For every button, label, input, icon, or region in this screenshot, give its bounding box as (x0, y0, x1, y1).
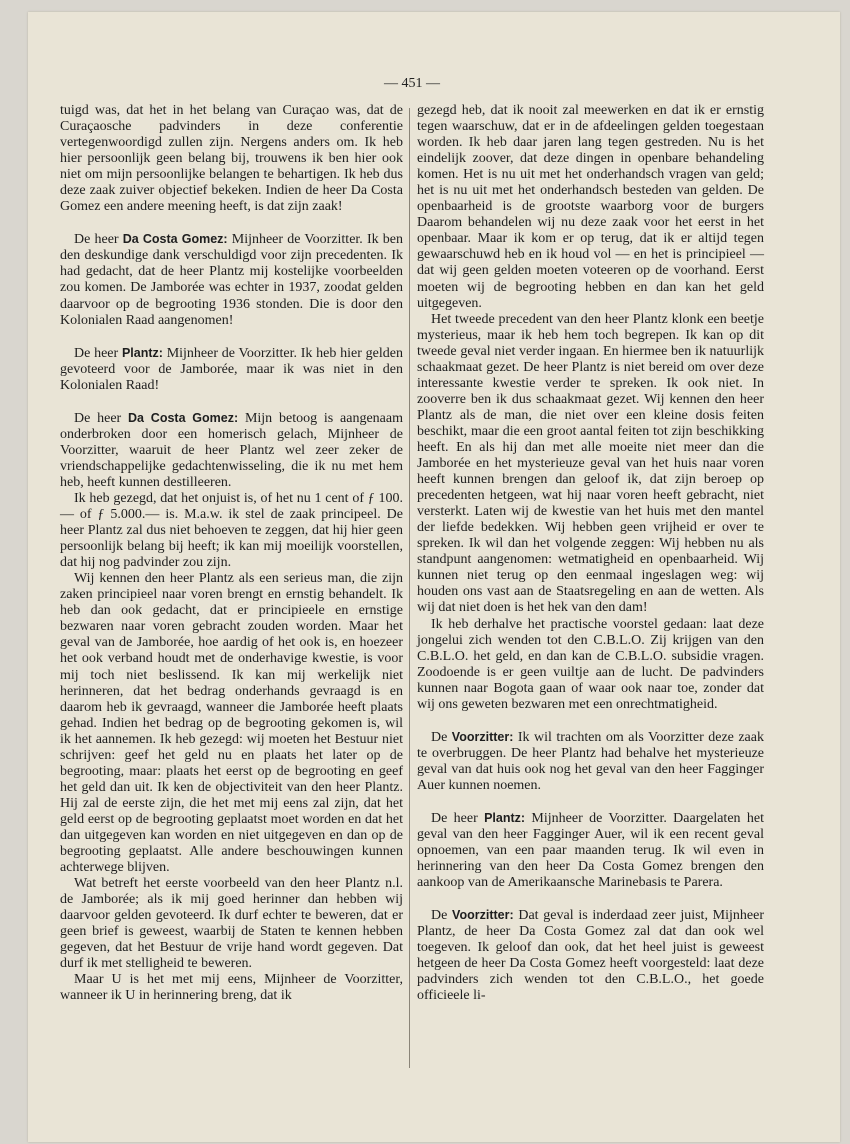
speaker-prefix: De heer (74, 232, 123, 248)
speaker-prefix: De (431, 908, 453, 924)
paragraph (417, 617, 764, 713)
paragraph-text: gezegd heb, dat ik nooit zal meewerken en dat ik er ernstig tegen waarschuw, dat er in de afdeelingen gelden toegestaan worden. Ik heb daar jaren lang tegen gestreden. Nu is het eindelijk zoover, dat deze dingen in openbare behandeling komen. Het is nu uit met het onderhandsch vragen van geld; het is nu uit met het onderhandsch besteden van gelden. De openbaarheid is de grootste waarborg voor de burgers Daarom behandelen wij nu deze zaak voor het eerst in het openbaar. Maar ik kom er op terug, dat ik er altijd tegen gewaarschuwd heb en ik houd vol — en het is principieel — dat wij geen gelden moeten voteeren op de voorhand. Eerst moeten wij de begrooting hebben en dan kan het geld uitgegeven. (417, 103, 764, 311)
paragraph (60, 345, 403, 394)
paragraph-text: Dat geval is inderdaad zeer juist, Mijnheer Plantz, de heer Da Costa Gomez zal dat dan ook wel toegeven. Ik geloof dan ook, dat het heel juist is geweest hetgeen de heer Da Costa Gomez heeft voorgesteld: laat deze padvinders zich wenden tot den C.B.L.O., het goede officieele li- (417, 908, 764, 1004)
speaker-name: Plantz: (484, 810, 526, 825)
speaker-name: Da Costa Gomez: (122, 232, 228, 247)
speaker-name: Da Costa Gomez: (128, 410, 239, 425)
paragraph-text: Mijnheer de Voorzitter. Daargelaten het geval van den heer Fagginger Auer, wil ik een recent geval opnoemen, van een paar maanden terug. Ik wil even in herinnering van den heer Da Costa Gomez brengen den aankoop van de Amerikaansche Marinebasis te Parera. (417, 810, 764, 891)
right-column (417, 103, 764, 1004)
paragraph-text: Wat betreft het eerste voorbeeld van den heer Plantz n.l. de Jamborée; als ik mij goed herinner dan hebben wij daarvoor gelden gevoteerd. Ik durf echter te beweren, dat er geen brief is geweest, waarbij de Staten te kennen hebben gegeven, dat het Bestuur de vrije hand wordt gegeven. Dat durf ik met stelligheid te beweren. (60, 876, 403, 972)
paragraph-text: Ik wil trachten om als Voorzitter deze zaak te overbruggen. De heer Plantz had behalve het mysterieuze geval van dat huis ook nog het geval van den heer Fagginger Auer kunnen noemen. (417, 729, 764, 793)
paragraph (60, 972, 403, 1004)
paragraph (417, 729, 764, 794)
paragraph (417, 312, 764, 617)
paragraph (417, 103, 764, 312)
paragraph (60, 103, 403, 215)
paragraph-text: Ik heb gezegd, dat het onjuist is, of het nu 1 cent of ƒ 100.— of ƒ 5.000.— is. M.a.w. ik stel de zaak principeel. De heer Plantz zal dus niet behoeven te zeggen, dat hij hier geen persoonlijk belang bij heeft; ik kan mij moeilijk voorstellen, dat hij nog padvinder zou zijn. (60, 490, 403, 571)
paragraph (60, 231, 403, 328)
left-column (60, 103, 403, 1004)
speaker-name: Voorzitter: (452, 908, 514, 923)
speaker-name: Plantz: (121, 345, 163, 360)
speaker-name: Voorzitter: (451, 729, 514, 744)
paragraph (60, 410, 403, 491)
paragraph-text: Ik heb derhalve het practische voorstel gedaan: laat deze jongelui zich wenden tot den C.B.L.O. Zij krijgen van den C.B.L.O. het geld, en dan kan de C.B.L.O. subsidie vragen. Zoodoende is er geen vuiltje aan de lucht. De padvinders kunnen naar Bogota gaan of waar ook naar toe, zonder dat wij ons geweten bezwaren met een onrechtmatigheid. (417, 616, 764, 712)
speaker-prefix: De (431, 729, 452, 745)
speaker-prefix: De heer (74, 410, 129, 426)
speaker-prefix: De heer (74, 345, 122, 361)
paragraph (60, 491, 403, 571)
paragraph (417, 810, 764, 891)
paragraph (417, 907, 764, 1004)
paragraph-text: Maar U is het met mij eens, Mijnheer de Voorzitter, wanneer ik U in herinnering breng, dat ik (60, 972, 403, 1004)
column-divider (409, 108, 410, 1068)
paragraph (60, 876, 403, 972)
paragraph-text: Mijnheer de Voorzitter. Ik ben den deskundige dank verschuldigd voor zijn precedenten. Ik had gedacht, dat de heer Plantz mij kostelijke voorbeelden zou komen. De Jamborée was echter in 1937, zoodat gelden daarvoor op de begrooting 1936 stonden. Die is door den Kolonialen Raad aangenomen! (60, 232, 404, 328)
paragraph-text: Wij kennen den heer Plantz als een serieus man, die zijn zaken principieel naar voren brengt en ernstig behandelt. Ik heb dan ook gedacht, dat er principieele en ernstige bezwaren naar voren gebracht zouden worden. Maar het geval van de Jamborée, hoe aardig of het ook is, en hoezeer het ook verband houdt met de onderhavige kwestie, is voor mij toch niet beslissend. Ik kan mij werkelijk niet herinneren, dat het bedrag onderhands gevraagd is en daarom heb ik gevraagd, wanneer die Jamborée heeft plaats gehad. Indien het bedrag op de begrooting gekomen is, wil ik het aannemen. Ik heb gezegd: wij moeten het Bestuur niet schrijven: geef het geld nu en plaats het later op de begrooting, maar: plaats het eerst op de begrooting en geef het geld dan uit. Ik ken de objectiviteit van den heer Plantz. Hij zal de eerste zijn, die het met mij eens zal zijn, dat het geld eerst op de begrooting geplaatst moet worden en dat het dan uitgegeven kan worden en niet uitgegeven en dan op de begrooting geplaatst. Alle andere beschouwingen kunnen achterwege blijven. (60, 571, 403, 876)
paragraph-text: Het tweede precedent van den heer Plantz klonk een beetje mysterieus, maar ik heb hem toch begrepen. Ik kan op dit tweede geval niet verder ingaan. En hiermee ben ik natuurlijk schaakmaat gezet. De heer Plantz is niet bereid om over deze interessante kwestie verder te spreken. Ik ook niet. In zooverre ben ik dus schaakmaat gezet. Wij kennen den heer Plantz als de man, die niet over een kleine dosis feiten beschikt, maar die een groot aantal feiten tot zijn beschikking heeft. En als hij dan met alle moeite niet meer dan die Jamborée en het mysterieuze geval van het huis naar voren heeft kunnen brengen dan geloof ik, dat zijn beroep op precedenten hetgeen, wat hij naar voren heeft gebracht, niet versterkt. Laten wij de kwestie van het huis met den mantel der liefde bedekken. Wij hebben geen vrijheid er over te spreken. Ik wil dan het volgende zeggen: Wij hebben nu als standpunt aangenomen: wetmatigheid en openbaarheid. Wij kunnen niet terug op den eenmaal ingeslagen weg: wij houden ons vast aan de Staatsregeling en aan de wetten. Als wij dat niet doen is het hek van den dam! (417, 311, 764, 616)
paragraph-text: Mijnheer de Voorzitter. Ik heb hier gelden gevoteerd voor de Jamborée, maar ik was niet in den Kolonialen Raad! (60, 345, 403, 393)
paragraph (60, 571, 403, 876)
speaker-prefix: De heer (431, 810, 485, 826)
page-number: — 451 — (384, 76, 440, 91)
paragraph-text: Mijn betoog is aangenaam onderbroken door een homerisch gelach, Mijnheer de Voorzitter, waaruit de heer Plantz wel zeer zeker de vriendschappelijke gedachtenwisseling, die ik nu met hem heb, heeft kunnen destilleeren. (60, 410, 403, 490)
paragraph-text: tuigd was, dat het in het belang van Curaçao was, dat de Curaçaosche padvinders in deze conferentie vertegenwoordigd zullen zijn. Nergens anders om. Ik heb hier persoonlijk geen belang bij, trouwens ik ben hier ook niet om mijn persoonlijke belangen te behartigen. Ik heb dus deze zaak zuiver objectief bekeken. Indien de heer Da Costa Gomez een andere meening heeft, is dat zijn zaak! (60, 103, 403, 215)
